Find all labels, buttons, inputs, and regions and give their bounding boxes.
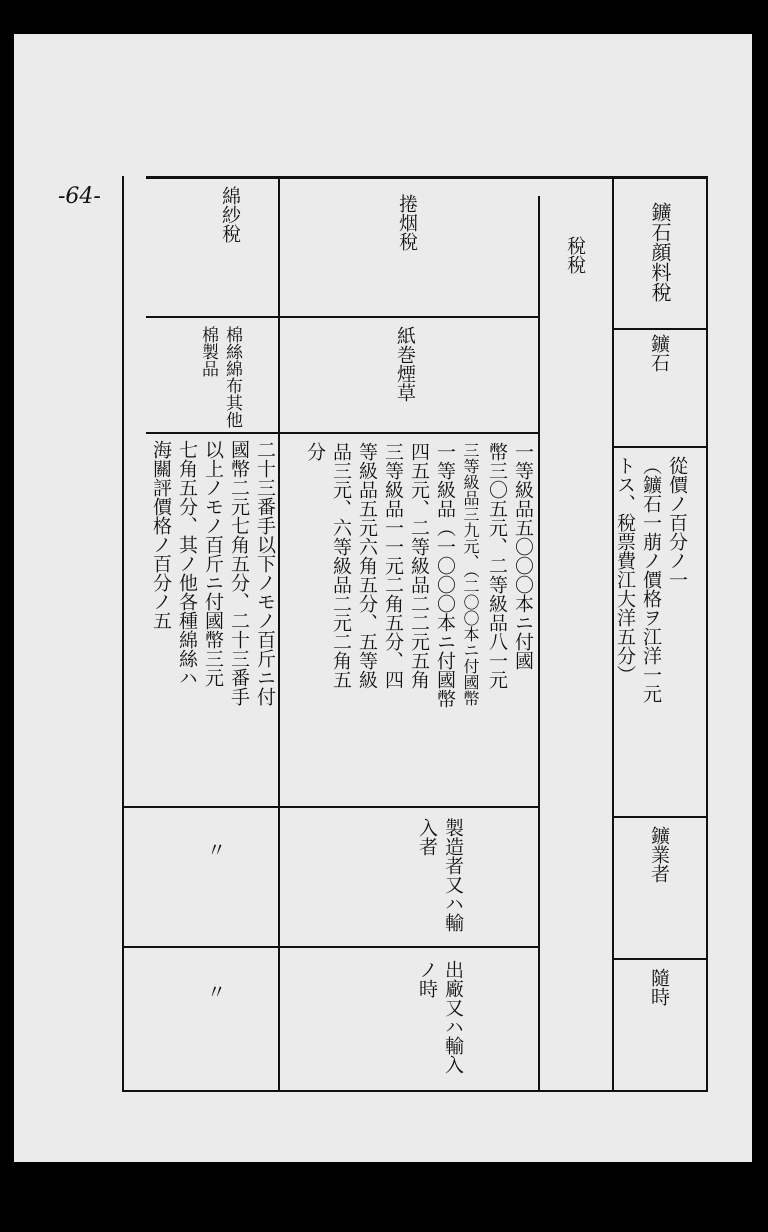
rate-cigarette-line-1: 一等級品五〇〇〇本ニ付國 — [512, 442, 534, 670]
payer-cigarette-line-1: 製造者又ハ輸入者 — [416, 818, 464, 932]
header-mineral-tax: 鑛石顔料稅 — [648, 202, 672, 302]
table-bottom-rule — [122, 1090, 708, 1092]
rate-cigarette-line-3: 三等級品三九元、（二〇〇本ニ付國幣 — [461, 442, 480, 706]
rate-cigarette-line-2: 幣三〇五元、二等級品八一元 — [486, 442, 508, 689]
table-left-rule — [122, 176, 124, 1092]
rate-cotton-line-2: 國幣二元七角五分、二十三番手 — [228, 440, 250, 706]
rate-cigarette-line-9: 分 — [304, 442, 326, 461]
timing-cotton-ditto: 〃 — [204, 982, 226, 1001]
rate-cigarette-line-6: 三等級品一一元二角五分、四 — [382, 442, 404, 689]
header-tax-col: 稅稅 — [564, 236, 586, 274]
timing-mineral: 隨時 — [648, 968, 670, 1006]
column-divider — [538, 196, 540, 1092]
row-divider — [122, 946, 538, 948]
row-divider — [146, 432, 538, 434]
rate-cotton-line-5: 海關評價格ノ百分ノ五 — [150, 440, 172, 630]
tax-table — [122, 176, 708, 1092]
rate-mineral-line-1: 從價ノ百分ノ一 — [666, 456, 688, 589]
table-top-rule — [146, 176, 708, 179]
row-divider — [612, 816, 708, 818]
row-divider — [146, 316, 538, 318]
header-cigarette-tax: 捲烟稅 — [396, 194, 418, 251]
table-right-rule — [706, 176, 708, 1092]
payer-cotton-ditto: 〃 — [204, 840, 226, 859]
rate-mineral-line-2: （鑛石一萠ノ價格ヲ江洋一元 — [640, 456, 662, 703]
rate-cotton-line-3: 以上ノモノ百斤ニ付國幣三元 — [202, 440, 224, 687]
rate-mineral-line-3: トス、稅票費江大洋五分） — [614, 456, 636, 684]
rate-cotton-line-1: 二十三番手以下ノモノ百斤ニ付 — [254, 440, 276, 706]
rate-cigarette-line-5: 四五元、二等級品二二元五角 — [408, 442, 430, 689]
item-mineral: 鑛石 — [648, 334, 670, 372]
rate-cigarette-line-4: 一等級品（一〇〇〇本ニ付國幣 — [434, 442, 456, 708]
header-cotton-tax: 綿紗稅 — [219, 186, 241, 243]
row-divider — [612, 958, 708, 960]
row-divider — [612, 328, 708, 330]
column-divider — [278, 176, 280, 1092]
page-number: -64- — [58, 184, 101, 209]
row-divider — [612, 446, 708, 448]
item-cotton: 棉絲綿布其他棉製品 — [198, 326, 242, 428]
row-divider — [122, 806, 538, 808]
timing-cigarette: 出廠又ハ輸入ノ時 — [416, 960, 464, 1074]
item-cigarette: 紙巻煙草 — [394, 326, 416, 402]
rate-cigarette-line-7: 等級品五元六角五分、五等級 — [356, 442, 378, 689]
rate-cigarette-line-8: 品三元、六等級品二元二角五 — [330, 442, 352, 689]
payer-mineral: 鑛業者 — [648, 826, 670, 883]
rate-cotton-line-4: 七角五分、其ノ他各種綿絲ハ — [176, 440, 198, 687]
